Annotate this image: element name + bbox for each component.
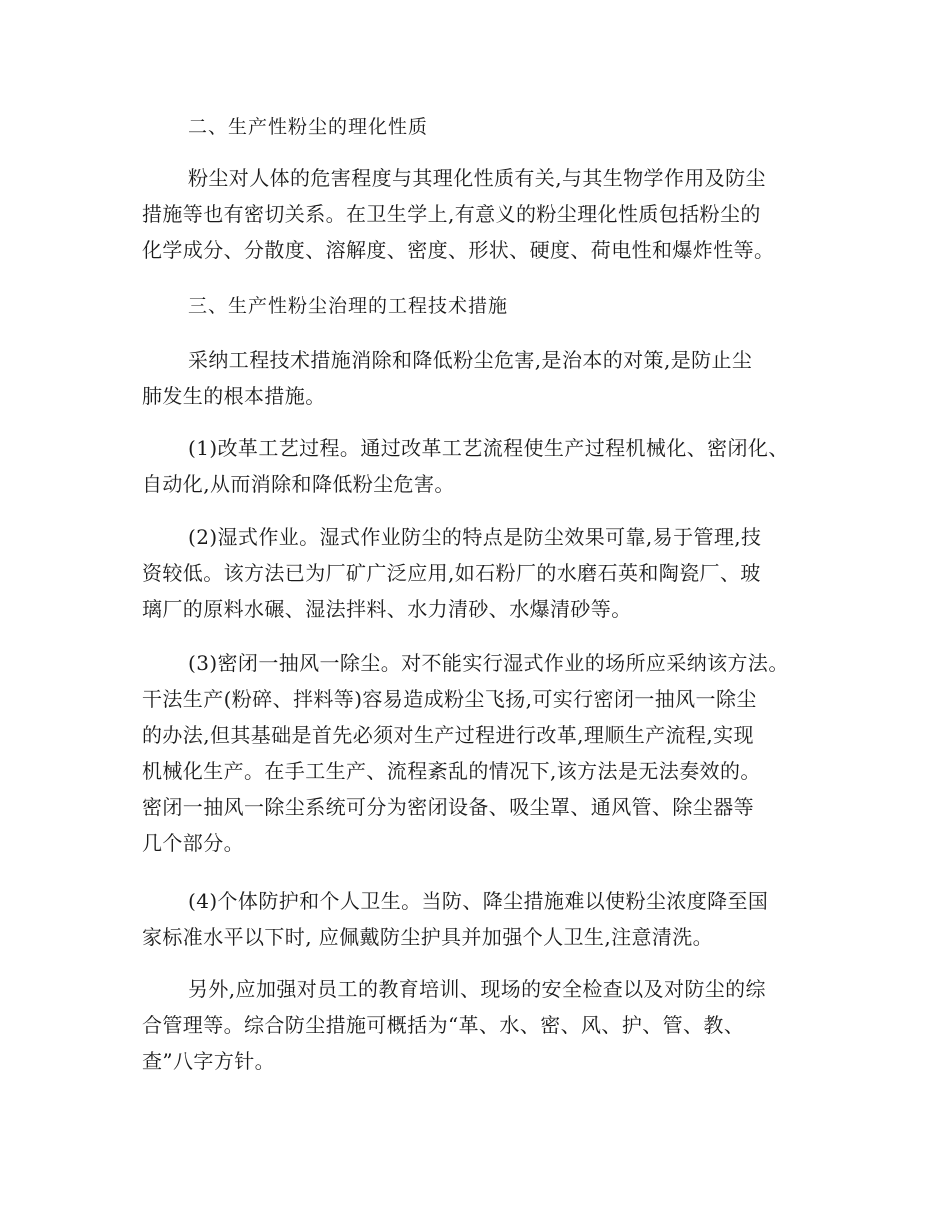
paragraph-line: 干法生产(粉碎、拌料等)容易造成粉尘飞扬,可实行密闭一抽风一除尘 bbox=[142, 687, 757, 711]
paragraph-line: 资较低。该方法已为厂矿广泛应用,如石粉厂的水磨石英和陶瓷厂、玻 bbox=[142, 561, 761, 585]
paragraph-line: 璃厂的原料水碾、湿法拌料、水力清砂、水爆清砂等。 bbox=[142, 597, 632, 621]
paragraph-line: 肺发生的根本措施。 bbox=[142, 384, 326, 408]
paragraph-line: 家标准水平以下时, 应佩戴防尘护具并加强个人卫生,注意清洗。 bbox=[142, 925, 714, 949]
paragraph-line: 化学成分、分散度、溶解度、密度、形状、硬度、荷电性和爆炸性等。 bbox=[142, 238, 775, 262]
paragraph-line: 措施等也有密切关系。在卫生学上,有意义的粉尘理化性质包括粉尘的 bbox=[142, 202, 761, 226]
paragraph-line: 自动化,从而消除和降低粉尘危害。 bbox=[142, 472, 455, 496]
paragraph-physicochemical bbox=[142, 160, 832, 268]
section-heading-3: 三、生产性粉尘治理的工程技术措施 bbox=[188, 295, 509, 317]
paragraph-line: 合管理等。综合防尘措施可概括为“革、水、密、风、护、管、教、 bbox=[142, 1013, 745, 1037]
paragraph-line: (3)密闭一抽风一除尘。对不能实行湿式作业的场所应采纳该方法。 bbox=[188, 651, 789, 675]
paragraph-sealed-extraction bbox=[142, 645, 832, 861]
paragraph-engineering-intro bbox=[142, 342, 832, 414]
section-heading-2: 二、生产性粉尘的理化性质 bbox=[188, 116, 429, 138]
paragraph-line: (1)改革工艺过程。通过改革工艺流程使生产过程机械化、密闭化、 bbox=[188, 436, 789, 460]
paragraph-wet-operation bbox=[142, 519, 832, 627]
paragraph-line: 另外,应加强对员工的教育培训、现场的安全检查以及对防尘的综 bbox=[188, 977, 766, 1001]
paragraph-line: 查”八字方针。 bbox=[142, 1049, 276, 1073]
paragraph-comprehensive-measures bbox=[142, 971, 832, 1079]
paragraph-line: 采纳工程技术措施消除和降低粉尘危害,是治本的对策,是防止尘 bbox=[188, 348, 753, 372]
paragraph-line: 粉尘对人体的危害程度与其理化性质有关,与其生物学作用及防尘 bbox=[188, 166, 766, 190]
paragraph-line: 的办法,但其基础是首先必须对生产过程进行改革,理顺生产流程,实现 bbox=[142, 723, 754, 747]
paragraph-process-reform bbox=[142, 430, 832, 502]
paragraph-line: 密闭一抽风一除尘系统可分为密闭设备、吸尘罩、通风管、除尘器等 bbox=[142, 795, 754, 819]
paragraph-line: (4)个体防护和个人卫生。当防、降尘措施难以使粉尘浓度降至国 bbox=[188, 889, 769, 913]
paragraph-line: 机械化生产。在手工生产、流程紊乱的情况下,该方法是无法奏效的。 bbox=[142, 759, 761, 783]
paragraph-personal-protection bbox=[142, 883, 832, 955]
paragraph-line: 几个部分。 bbox=[142, 831, 244, 855]
paragraph-line: (2)湿式作业。湿式作业防尘的特点是防尘效果可靠,易于管理,技 bbox=[188, 525, 762, 549]
